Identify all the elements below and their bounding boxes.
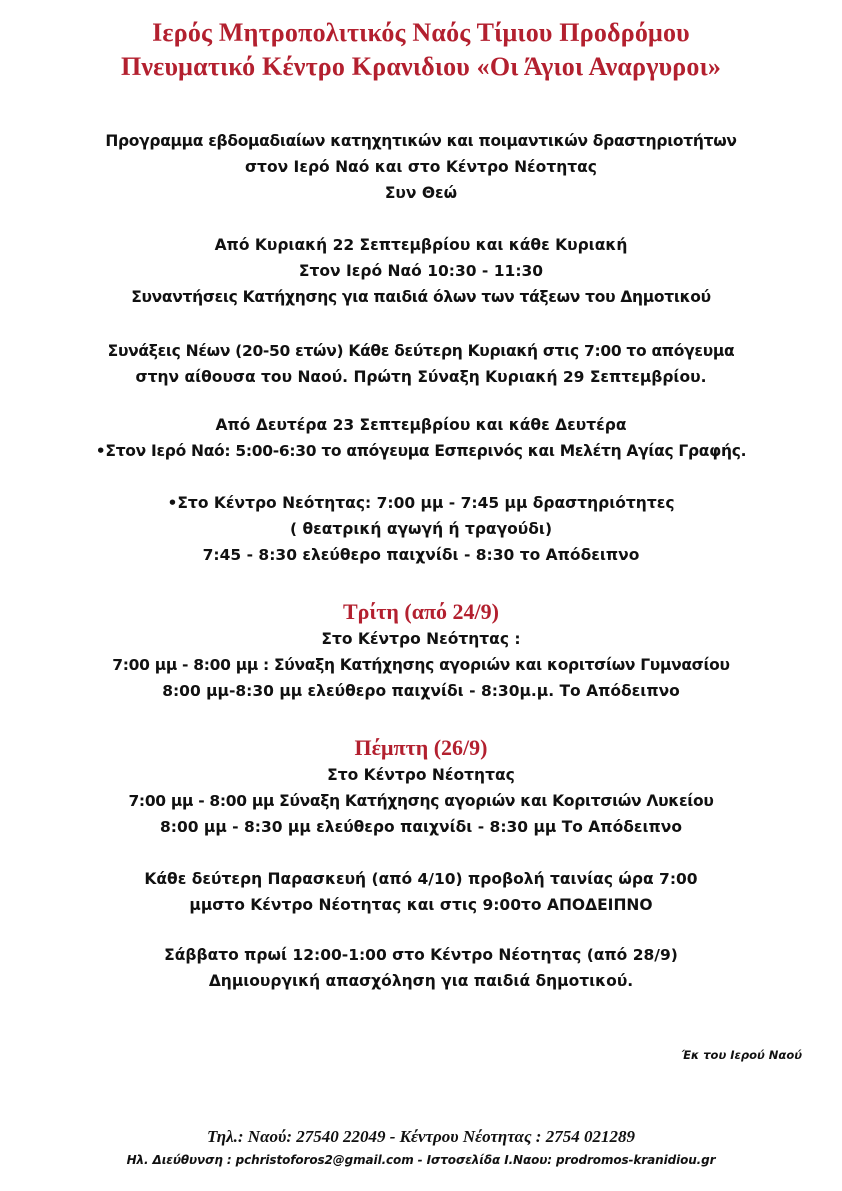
church-title: Ιερός Μητροπολιτικός Ναός Τίμιου Προδρόμου bbox=[152, 18, 690, 47]
thursday-heading: Πέμπτη (26/9) bbox=[354, 735, 488, 760]
saturday-activity: Δημιουργική απασχόληση για παιδιά δημοτικού. bbox=[208, 972, 634, 990]
sunday-time: Στον Ιερό Ναό 10:30 - 11:30 bbox=[298, 262, 544, 280]
youth-schedule: Συνάξεις Νέων (20-50 ετών) Κάθε δεύτερη Κυριακή στις 7:00 το απόγευμα bbox=[107, 342, 735, 360]
tuesday-location: Στο Κέντρο Νεότητας : bbox=[321, 630, 521, 648]
sunday-description: Συναντήσεις Κατήχησης για παιδιά όλων των τάξεων του Δημοτικού bbox=[131, 288, 711, 306]
saturday-section bbox=[0, 942, 842, 994]
thursday-free-play: 8:00 μμ - 8:30 μμ ελεύθερο παιχνίδι - 8:30 μμ Το Απόδειπνο bbox=[159, 818, 682, 836]
page-header bbox=[0, 16, 842, 84]
tuesday-section bbox=[0, 626, 842, 704]
saturday-schedule: Σάββατο πρωί 12:00-1:00 στο Κέντρο Νέοτητας (από 28/9) bbox=[164, 946, 678, 964]
monday-vespers: •Στον Ιερό Ναό: 5:00-6:30 το απόγευμα Εσπερινός και Μελέτη Αγίας Γραφής. bbox=[95, 442, 747, 460]
thursday-location: Στο Κέντρο Νέοτητας bbox=[327, 766, 515, 784]
youth-first-meeting: στην αίθουσα του Ναού. Πρώτη Σύναξη Κυριακή 29 Σεπτεμβρίου. bbox=[135, 368, 707, 386]
friday-compline: μμστο Κέντρο Νέοτητας και στις 9:00το ΑΠΟΔΕΙΠΝΟ bbox=[189, 896, 653, 914]
program-location: στον Ιερό Ναό και στο Κέντρο Νέοτητας bbox=[244, 158, 597, 176]
program-title: Προγραμμα εβδομαδιαίων κατηχητικών και ποιμαντικών δραστηριοτήτων bbox=[105, 132, 737, 150]
intro-section bbox=[0, 128, 842, 206]
tuesday-free-play: 8:00 μμ-8:30 μμ ελεύθερο παιχνίδι - 8:30μ.μ. Το Απόδειπνο bbox=[162, 682, 680, 700]
center-title: Πνευματικό Κέντρο Κρανιδιου «Οι Άγιοι Αναργυροι» bbox=[120, 52, 722, 81]
monday-dates: Από Δευτέρα 23 Σεπτεμβρίου και κάθε Δευτέρα bbox=[215, 416, 627, 434]
sign-off: Έκ του Ιερού Ναού bbox=[681, 1048, 802, 1062]
friday-section bbox=[0, 866, 842, 918]
monday-activities: •Στο Κέντρο Νεότητας: 7:00 μμ - 7:45 μμ δραστηριότητες bbox=[167, 494, 675, 512]
thursday-section bbox=[0, 762, 842, 840]
friday-movie: Κάθε δεύτερη Παρασκευή (από 4/10) προβολή ταινίας ώρα 7:00 bbox=[144, 870, 698, 888]
monday-section bbox=[0, 412, 842, 464]
sunday-dates: Από Κυριακή 22 Σεπτεμβρίου και κάθε Κυριακή bbox=[214, 236, 628, 254]
monday-youth-section bbox=[0, 490, 842, 568]
tuesday-heading: Τρίτη (από 24/9) bbox=[343, 599, 499, 624]
monday-activities-detail: ( θεατρική αγωγή ή τραγούδι) bbox=[289, 520, 553, 538]
thursday-catechism: 7:00 μμ - 8:00 μμ Σύναξη Κατήχησης αγοριών και Κοριτσιών Λυκείου bbox=[128, 792, 714, 810]
youth-section bbox=[0, 338, 842, 390]
footer-phones: Τηλ.: Ναού: 27540 22049 - Κέντρου Νέοτητας : 2754 021289 bbox=[207, 1127, 635, 1146]
footer-web: Ηλ. Διεύθυνση : pchristoforos2@gmail.com - Ιστοσελίδα Ι.Ναου: prodromos-kranidiou.gr bbox=[126, 1153, 716, 1167]
tuesday-catechism: 7:00 μμ - 8:00 μμ : Σύναξη Κατήχησης αγοριών και κοριτσίων Γυμνασίου bbox=[112, 656, 730, 674]
sunday-section bbox=[0, 232, 842, 310]
monday-free-play: 7:45 - 8:30 ελεύθερο παιχνίδι - 8:30 το Απόδειπνο bbox=[202, 546, 640, 564]
program-blessing: Συν Θεώ bbox=[384, 184, 458, 202]
